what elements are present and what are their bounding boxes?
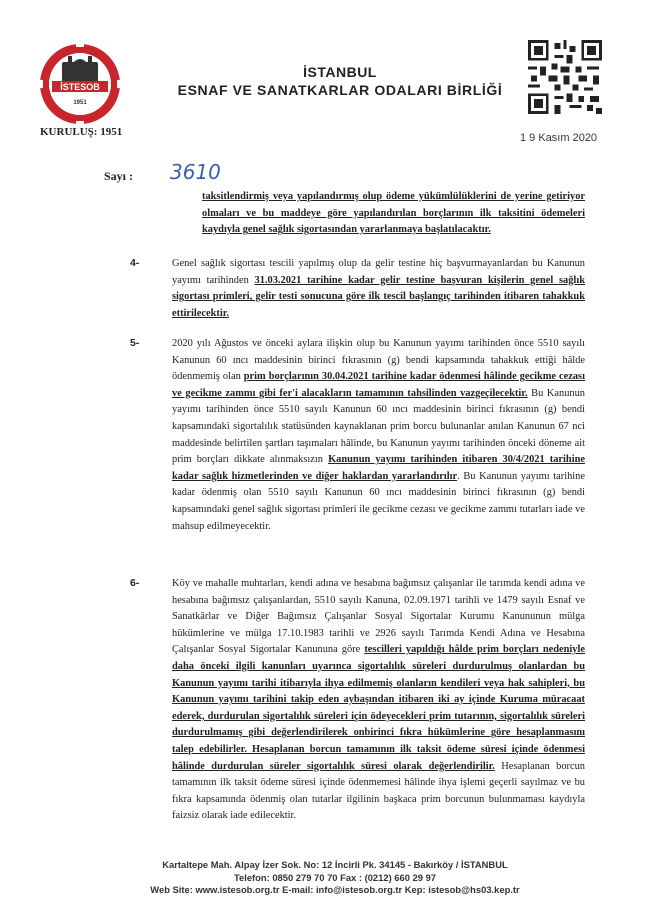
footer-line2: Telefon: 0850 279 70 70 Fax : (0212) 660 29 97 [233,871,437,883]
sayi-number: 3610 [170,160,221,184]
footer-line1: Kartaltepe Mah. Alpay İzer Sok. No: 12 İncirli Pk. 34145 - Bakırköy / İSTANBUL [162,859,508,870]
list-item [130,256,585,326]
logo-text: İSTESOB [60,82,100,92]
item-number: 6- [130,578,140,589]
founded-text: KURULUŞ: 1951 [40,126,123,138]
org-line1: İSTANBUL [303,64,377,80]
list-item [130,576,585,846]
item-text: Genel sağlık sigortası tescili yapılmış olup da gelir testine hiç başvurmayanlardan bu Kanunun yayımı tarihinden 31.03.2021 tarihine kadar gelir testine başvuran kişilerin genel sağlık sigortası primleri, gelir testi sonucuna göre ilk tescil başlangıç tarihinden itibaren tahakkuk ettirilecektir. [172,258,585,319]
footer-line3: Web Site: www.istesob.org.tr E-mail: info@istesob.org.tr Kep: istesob@hs03.kep.tr [150,884,520,895]
qr-code-icon [528,40,602,114]
organization-name [150,64,530,98]
item-text: Köy ve mahalle muhtarları, kendi adına ve hesabına bağımsız çalışanlar ile tarımda kendi adına ve hesabına bağımsız çalışanlardan, 5510 sayılı Kanuna, 02.09.1971 tarihli ve 1479 sayılı Esnaf ve Sanatkârlar ve Diğer Bağımsız Çalışanlar Sosyal Sigortalar Kurumu Kanununun mülga hükümlerine ve mülga 17.10.1983 tarihli ve 2926 sayılı Tarımda Kendi Adına ve Hesabına Çalışanlar Sosyal Sigortalar Kanununa göre tescilleri yapıldığı hâlde prim borçları nedeniyle daha önceki ilgili kanunları uyarınca sigortalılık süreleri durdurulmuş olanlardan bu Kanunun yayımı tarihi itibarıyla ihya edilmemiş olanların kendileri veya hak sahipleri, bu Kanunun yayımı tarihini takip eden aybaşından itibaren iki ay içinde Kuruma müracaat ederek, durdurulan sigortalılık süreleri için ödeyecekleri prim tutarının, sigortalılık süreleri durdurulmamış gibi değerlendirilerek onbirinci fıkra hükümlerine göre hesaplanmasını talep edebilirler. Hesaplanan borcun tamamının ilk taksit ödeme süresi içinde ödenmesi hâlinde durdurulan süreler sigortalılık süresi olarak değerlendirilir. Hesaplanan borcun tamamının ilk taksit ödeme süresi içinde ödenmemesi hâlinde ihya işlemi geçerli sayılmaz ve bu fıkra kapsamında ödenmiş olan tutarlar ilgilinin başkaca prim borcunun bulunmaması kaydıyla faizsiz olarak iade edilecektir. [172,578,585,822]
list-item [130,336,585,561]
item-text: 2020 yılı Ağustos ve önceki aylara ilişkin olup bu Kanunun yayımı tarihinden önce 5510 sayılı Kanunun 60 ıncı maddesinin birinci fıkrasının (g) bendi kapsamında tahakkuk ettiği hâlde ödenmemiş olan prim borçlarının 30.04.2021 tarihine kadar ödenmesi hâlinde gecikme cezası ve gecikme zammı gibi fer'i alacakların tamamının tahsilinden vazgeçilecektir. Bu Kanunun yayımı tarihinden önce 5510 sayılı Kanunun 60 ıncı maddesinin birinci fıkrasının (g) bendi kapsamındaki sigortalılık statüsünden kaynaklanan prim borcu bulunanlar anılan Kanunun 67 nci maddesinde belirtilen şartları taşımaları hâlinde, bu Kanunun yayımı tarihinden önceki döneme ait prim borçları dikkate alınmaksızın Kanunun yayımı tarihinden itibaren 30/4/2021 tarihine kadar sağlık hizmetlerinden ve diğer haklardan yararlandırılır. Bu Kanunun yayımı tarihine kadar ödenmiş olan 5510 sayılı Kanunun 60 ıncı maddesinin birinci fıkrasının (g) bendi kapsamındaki genel sağlık sigortası primleri ile gecikme cezası ve gecikme zammı tutarları iade ve mahsup edilmeyecektir. [172,338,585,532]
item-number: 5- [130,338,140,349]
footer-address [100,859,570,897]
intro-paragraph: taksitlendirmiş veya yapılandırmış olup ödeme yükümlülüklerini de yerine getiriyor olmaları ve bu maddeye göre yapılandırılan borçlarının ilk taksitini ödemeleri kaydıyla genel sağlık sigortasından yararlanmaya başlatılacaktır. [202,191,585,236]
org-line2: ESNAF VE SANATKARLAR ODALARI BİRLİĞİ [177,82,503,98]
istesob-logo [38,42,122,126]
item-number: 4- [130,258,140,269]
document-date: 1 9 Kasım 2020 [520,132,598,144]
logo-year: 1951 [73,100,87,106]
sayi-label: Sayı : [104,169,134,183]
